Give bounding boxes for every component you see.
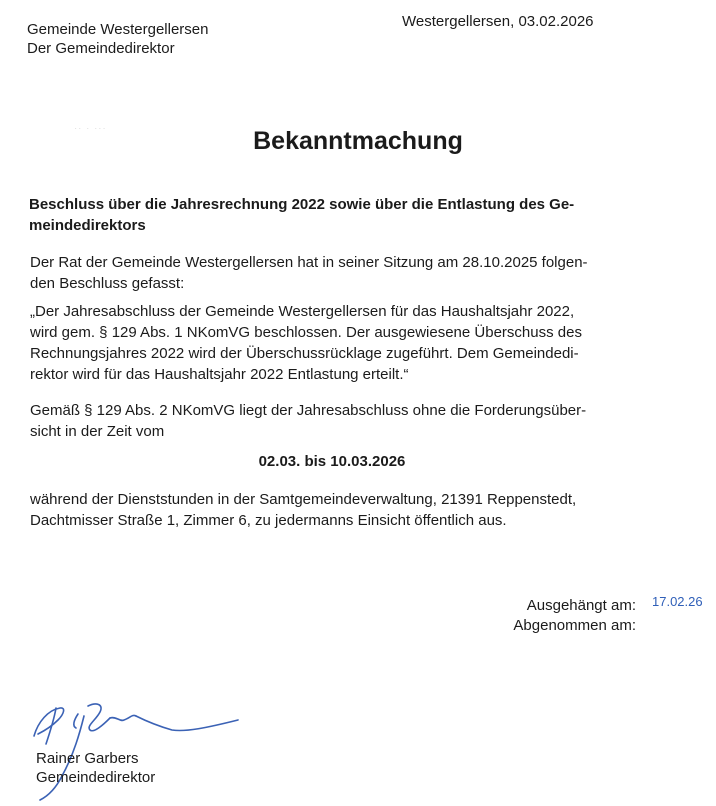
document-title (0, 127, 716, 156)
paragraph-location: während der Dienststunden in der Samtgemeindeverwaltung, 21391 Reppenstedt, Dachtmisser Straße 1, Zimmer 6, zu jedermanns Einsicht öffentlich aus. (30, 491, 577, 529)
subject-heading: Beschluss über die Jahresrechnung 2022 sowie über die Entlastung des Ge- meindedirektors (29, 196, 575, 234)
document-title-text: Bekanntmachung (253, 127, 463, 155)
scan-smudge: ⋅⋅ ⋅ ⋅⋅⋅ (74, 124, 107, 135)
sender-block (27, 20, 208, 58)
paragraph-inspection-notice: Gemäß § 129 Abs. 2 NKomVG liegt der Jahresabschluss ohne die Forderungsüber- sicht in der Zeit vom (30, 402, 587, 440)
inspection-date-range: 02.03. bis 10.03.2026 (258, 453, 406, 470)
place-and-date: Westergellersen, 03.02.2026 (402, 13, 594, 30)
signer-block (36, 749, 155, 787)
paragraph-council-meeting: Der Rat der Gemeinde Westergellersen hat in seiner Sitzung am 28.10.2025 folgen- den Beschluss gefasst: (30, 254, 588, 292)
posted-label: Ausgehängt am: (526, 597, 636, 614)
removed-label: Abgenommen am: (513, 617, 636, 634)
paragraph-resolution-quote: „Der Jahresabschluss der Gemeinde Westergellersen für das Haushaltsjahr 2022, wird gem. § 129 Abs. 1 NKomVG beschlossen. Der ausgewiesene Überschuss des Rechnungsjahres 2022 wird der Überschussrücklage zugeführt. Dem Gemeindedi- rektor wird für das Haushaltsjahr 2022 Entlastung erteilt.“ (30, 303, 582, 383)
signer-name: Rainer Garbers (36, 750, 139, 767)
posted-date-handwritten: 17.02.26 (652, 594, 703, 609)
sender-municipality: Gemeinde Westergellersen (27, 21, 209, 38)
sender-office: Der Gemeindedirektor (27, 40, 175, 57)
posting-labels (470, 596, 636, 636)
signer-role: Gemeindedirektor (36, 769, 156, 786)
